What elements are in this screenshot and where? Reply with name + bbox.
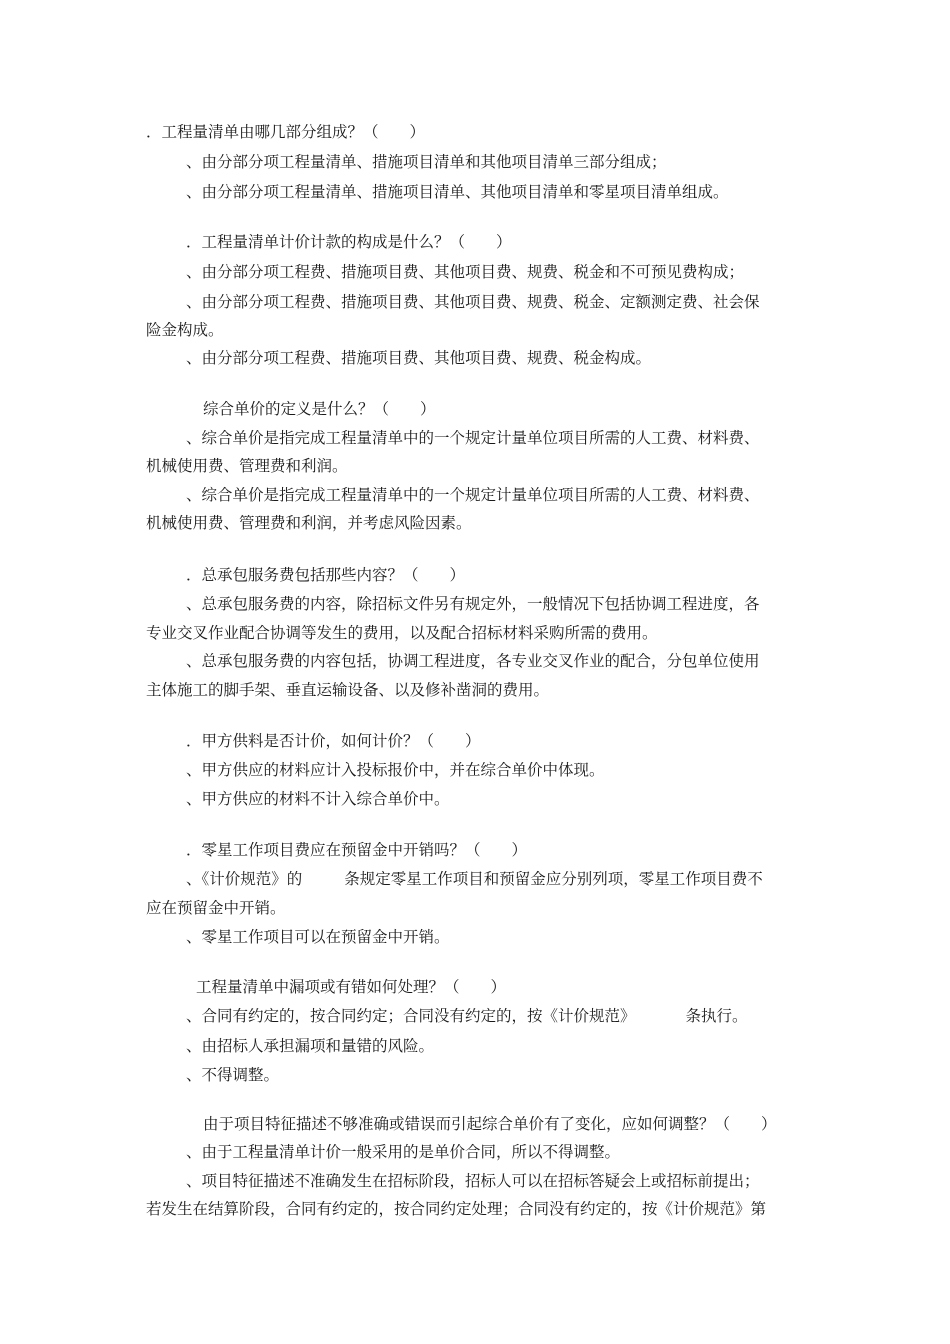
question-8: 由于项目特征描述不够准确或错误而引起综合单价有了变化，应如何调整？（ ） bbox=[203, 1115, 777, 1133]
q7-option-3: 、不得调整。 bbox=[186, 1066, 280, 1084]
q3-option-2: 、综合单价是指完成工程量清单中的一个规定计量单位项目所需的人工费、材料费、 bbox=[186, 486, 760, 504]
question-7: 工程量清单中漏项或有错如何处理？（ ） bbox=[196, 978, 507, 996]
question-1: ．工程量清单由哪几部分组成？（ ） bbox=[146, 123, 426, 141]
question-2: ．工程量清单计价计款的构成是什么？（ ） bbox=[186, 233, 512, 251]
q6-option-1 bbox=[186, 869, 763, 889]
q7-option-1-b: 条执行。 bbox=[685, 1007, 748, 1025]
q4-option-1-cont: 专业交叉作业配合协调等发生的费用，以及配合招标材料采购所需的费用。 bbox=[146, 624, 658, 642]
q6-option-1-cont: 应在预留金中开销。 bbox=[146, 899, 286, 917]
q6-option-1-b: 条规定零星工作项目和预留金应分别列项，零星工作项目费不 bbox=[344, 870, 763, 888]
q2-option-2-cont: 险金构成。 bbox=[146, 321, 224, 339]
question-6: ．零星工作项目费应在预留金中开销吗？（ ） bbox=[186, 841, 528, 859]
q2-option-3: 、由分部分项工程费、措施项目费、其他项目费、规费、税金构成。 bbox=[186, 349, 652, 367]
q7-option-1 bbox=[186, 1006, 748, 1026]
q1-option-1: 、由分部分项工程量清单、措施项目清单和其他项目清单三部分组成； bbox=[186, 153, 667, 171]
q6-option-1-a: 、《计价规范》的 bbox=[186, 870, 303, 888]
q3-option-1: 、综合单价是指完成工程量清单中的一个规定计量单位项目所需的人工费、材料费、 bbox=[186, 429, 760, 447]
question-4: ．总承包服务费包括那些内容？（ ） bbox=[186, 566, 466, 584]
q3-option-1-cont: 机械使用费、管理费和利润。 bbox=[146, 457, 348, 475]
q4-option-1: 、总承包服务费的内容，除招标文件另有规定外，一般情况下包括协调工程进度，各 bbox=[186, 595, 760, 613]
q7-option-1-a: 、合同有约定的，按合同约定；合同没有约定的，按《计价规范》 bbox=[186, 1007, 636, 1025]
q5-option-1: 、甲方供应的材料应计入投标报价中，并在综合单价中体现。 bbox=[186, 761, 605, 779]
q8-option-1: 、由于工程量清单计价一般采用的是单价合同，所以不得调整。 bbox=[186, 1143, 621, 1161]
q4-option-2-cont: 主体施工的脚手架、垂直运输设备、以及修补凿洞的费用。 bbox=[146, 681, 550, 699]
q4-option-2: 、总承包服务费的内容包括，协调工程进度，各专业交叉作业的配合，分包单位使用 bbox=[186, 652, 760, 670]
question-3: 综合单价的定义是什么？（ ） bbox=[203, 400, 436, 418]
q3-option-2-cont: 机械使用费、管理费和利润，并考虑风险因素。 bbox=[146, 514, 472, 532]
q7-option-2: 、由招标人承担漏项和量错的风险。 bbox=[186, 1037, 435, 1055]
q1-option-2: 、由分部分项工程量清单、措施项目清单、其他项目清单和零星项目清单组成。 bbox=[186, 183, 729, 201]
q5-option-2: 、甲方供应的材料不计入综合单价中。 bbox=[186, 790, 450, 808]
question-5: ．甲方供料是否计价，如何计价？（ ） bbox=[186, 732, 481, 750]
q6-option-2: 、零星工作项目可以在预留金中开销。 bbox=[186, 928, 450, 946]
q2-option-2: 、由分部分项工程费、措施项目费、其他项目费、规费、税金、定额测定费、社会保 bbox=[186, 293, 760, 311]
q8-option-2-cont: 若发生在结算阶段，合同有约定的，按合同约定处理；合同没有约定的，按《计价规范》第 bbox=[146, 1200, 767, 1218]
q2-option-1: 、由分部分项工程费、措施项目费、其他项目费、规费、税金和不可预见费构成； bbox=[186, 263, 745, 281]
q8-option-2: 、项目特征描述不准确发生在招标阶段，招标人可以在招标答疑会上或招标前提出； bbox=[186, 1172, 760, 1190]
